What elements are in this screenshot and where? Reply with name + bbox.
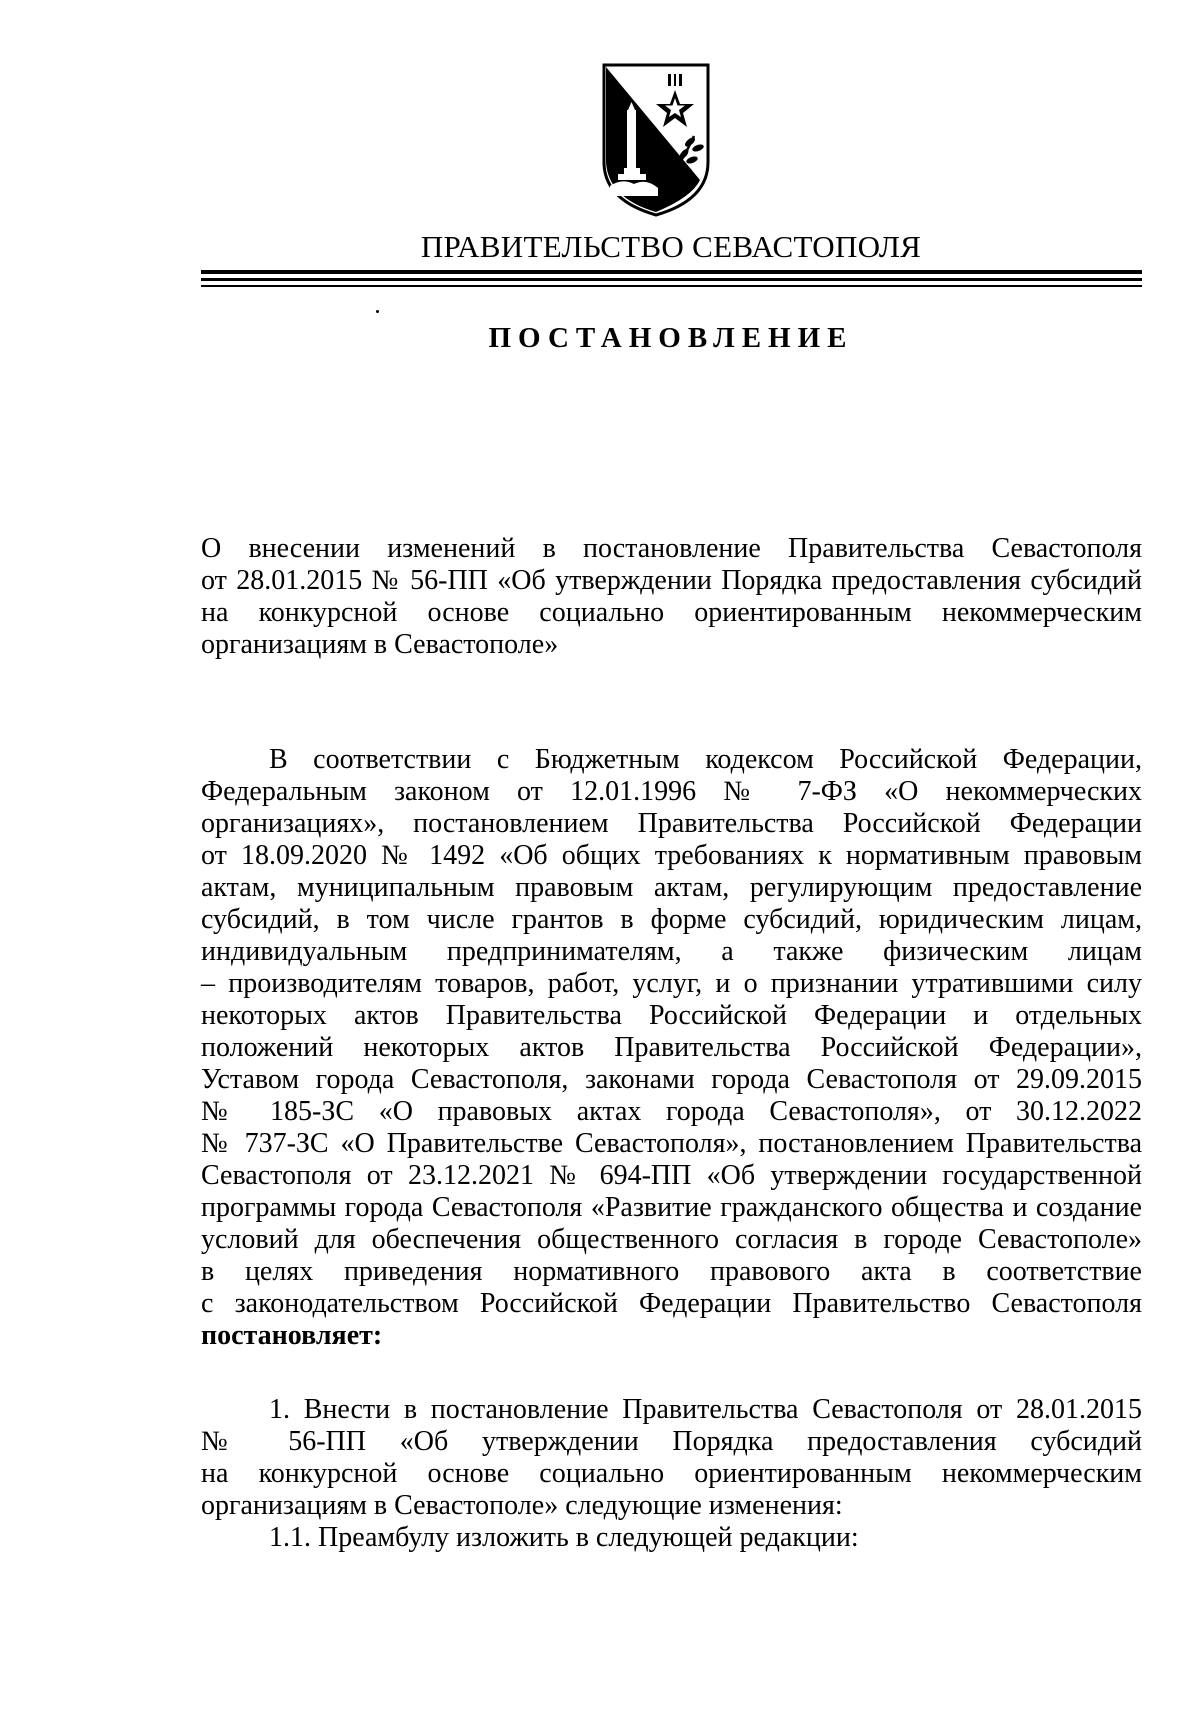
preamble-line: № 185-ЗС «О правовых актах города Севастополя», от 30.12.2022: [201, 1096, 1142, 1127]
preamble-line: Федеральным законом от 12.01.1996 № 7-ФЗ «О некоммерческих: [201, 776, 1142, 807]
sevastopol-coat-of-arms-icon: [600, 62, 712, 218]
preamble-line: индивидуальным предпринимателям, а также физическим лицам: [201, 936, 1142, 967]
preamble-line: в целях приведения нормативного правового акта в соответствие: [201, 1256, 1142, 1287]
preamble-line: В соответствии с Бюджетным кодексом Российской Федерации,: [269, 744, 1142, 775]
government-title: ПРАВИТЕЛЬСТВО СЕВАСТОПОЛЯ: [420, 229, 922, 264]
decree-word: постановляет:: [201, 1320, 383, 1351]
preamble-line: субсидий, в том числе грантов в форме субсидий, юридическим лицам,: [201, 904, 1142, 935]
preamble-line: положений некоторых актов Правительства Российской Федерации»,: [201, 1032, 1142, 1063]
header-rule-bottom: [201, 285, 1142, 287]
header-rule-middle: [201, 278, 1142, 281]
item-1-line: на конкурсной основе социально ориентированным некоммерческим: [201, 1458, 1142, 1489]
subject-line: О внесении изменений в постановление Правительства Севастополя: [201, 533, 1142, 564]
preamble-line: организациях», постановлением Правительства Российской Федерации: [201, 808, 1142, 839]
item-1-1-line: 1.1. Преамбулу изложить в следующей редакции:: [269, 1522, 859, 1553]
preamble-line: программы города Севастополя «Развитие гражданского общества и создание: [201, 1192, 1142, 1223]
document-type-heading: ПОСТАНОВЛЕНИЕ: [488, 322, 854, 354]
item-1-paragraph: [201, 1394, 1142, 1554]
preamble-line: Севастополя от 23.12.2021 № 694-ПП «Об утверждении государственной: [201, 1160, 1142, 1191]
item-1-line: организациям в Севастополе» следующие изменения:: [201, 1490, 843, 1521]
preamble-line: условий для обеспечения общественного согласия в городе Севастополе»: [201, 1224, 1142, 1255]
preamble-paragraph: [201, 744, 1142, 1352]
subject-line: на конкурсной основе социально ориентированным некоммерческим: [201, 597, 1142, 628]
item-1-line: № 56-ПП «Об утверждении Порядка предоставления субсидий: [201, 1426, 1142, 1457]
preamble-line: от 18.09.2020 № 1492 «Об общих требованиях к нормативным правовым: [201, 840, 1142, 871]
scan-speck: [376, 310, 379, 313]
preamble-line: актам, муниципальным правовым актам, регулирующим предоставление: [201, 872, 1142, 903]
item-1-line: 1. Внести в постановление Правительства Севастополя от 28.01.2015: [269, 1394, 1142, 1425]
resolution-subject: [201, 533, 1142, 661]
preamble-line: № 737-ЗС «О Правительстве Севастополя», постановлением Правительства: [201, 1128, 1142, 1159]
preamble-line: – производителям товаров, работ, услуг, и о признании утратившими силу: [201, 968, 1142, 999]
header-rule-top: [201, 270, 1142, 274]
preamble-line: Уставом города Севастополя, законами города Севастополя от 29.09.2015: [201, 1064, 1142, 1095]
preamble-line: некоторых актов Правительства Российской Федерации и отдельных: [201, 1000, 1142, 1031]
preamble-line: с законодательством Российской Федерации Правительство Севастополя: [201, 1288, 1142, 1319]
subject-line: от 28.01.2015 № 56-ПП «Об утверждении Порядка предоставления субсидий: [201, 565, 1142, 596]
subject-line: организациям в Севастополе»: [201, 629, 559, 660]
